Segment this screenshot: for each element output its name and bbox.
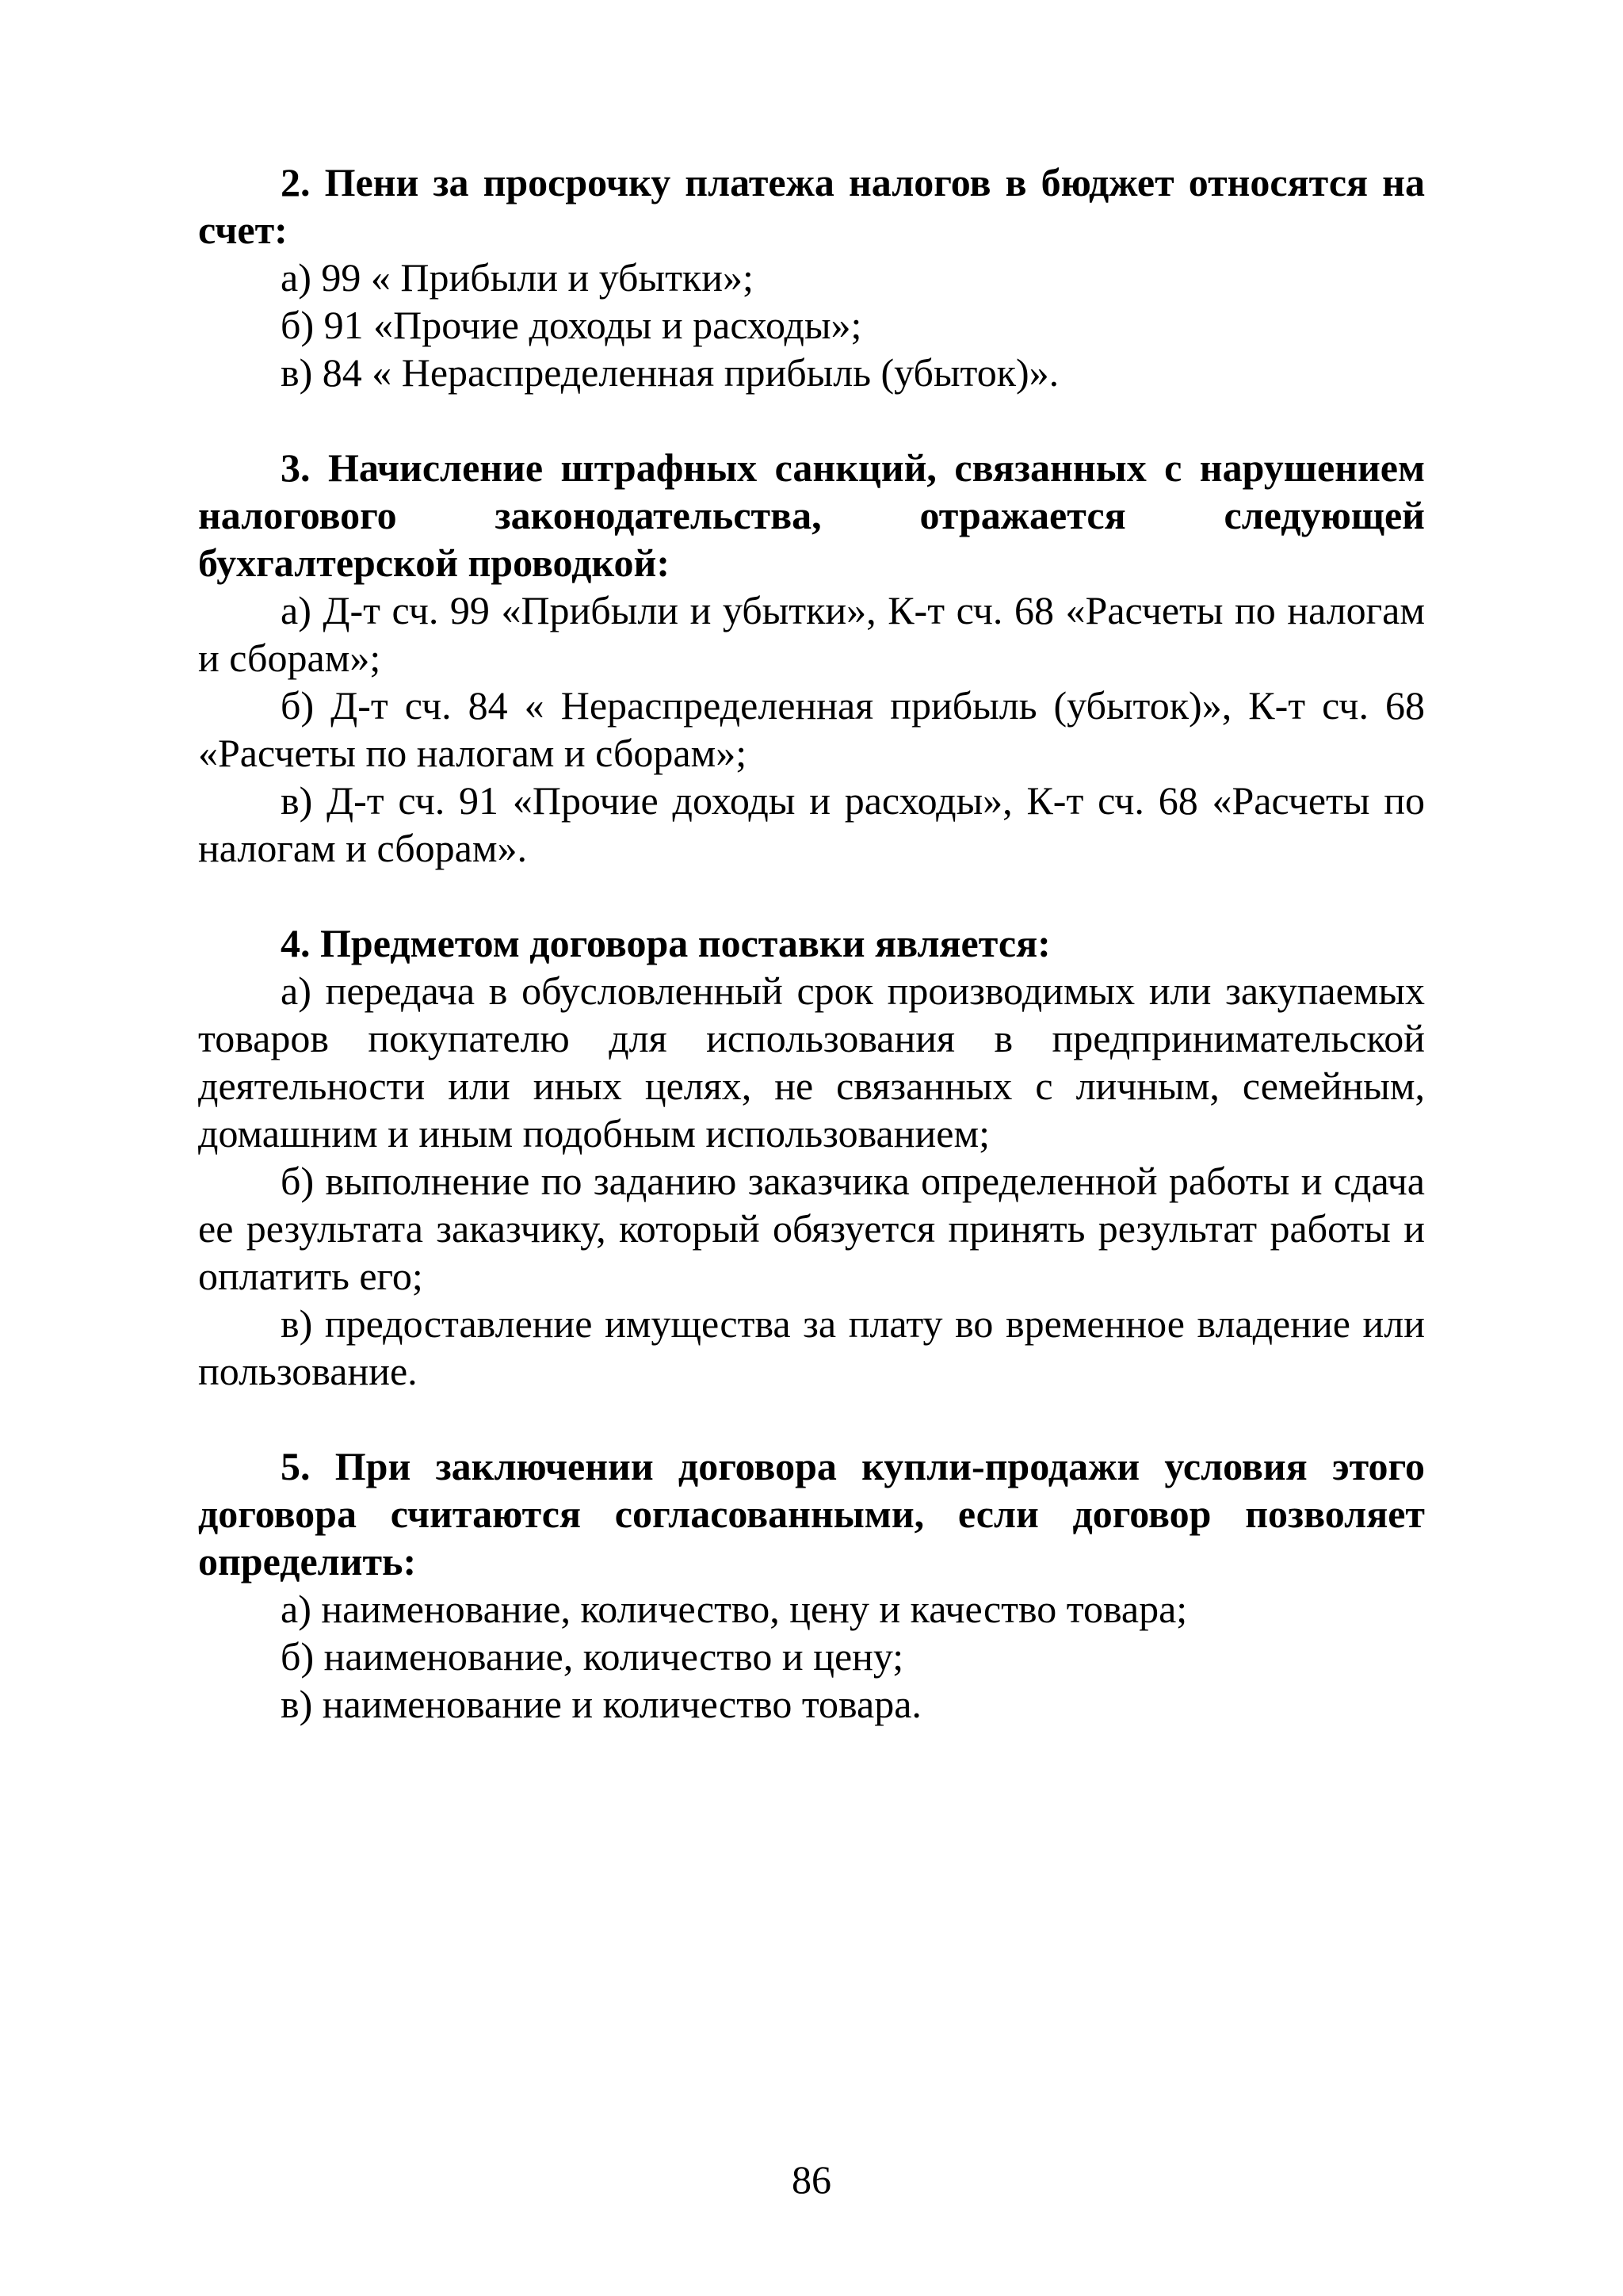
question-number: 4. (281, 921, 311, 965)
answer-option-a: а) передача в обусловленный срок производимых или закупаемых товаров покупателю для использования в предпринимательской деятельности или иных целях, не связанных с личным, семейным, домашним и иным подобным использованием; (198, 968, 1425, 1156)
answer-options (198, 1585, 1425, 1728)
question-text: При заключении договора купли-продажи условия этого договора считаются согласованными, если договор позволяет определить: (198, 1444, 1425, 1584)
question-number: 2. (281, 160, 311, 204)
question-number: 3. (281, 445, 311, 490)
answer-option-c: в) предоставление имущества за плату во временное владение или пользование. (198, 1301, 1425, 1393)
question-5 (198, 1442, 1425, 1728)
question-title (198, 919, 1425, 967)
answer-options (198, 254, 1425, 396)
question-text: Начисление штрафных санкций, связанных с нарушением налогового законодательства, отражается следующей бухгалтерской проводкой: (198, 445, 1425, 585)
answer-option-c: в) Д-т сч. 91 «Прочие доходы и расходы», К-т сч. 68 «Расчеты по налогам и сборам». (198, 778, 1425, 870)
question-text: Предметом договора поставки является: (320, 921, 1051, 965)
answer-options (198, 967, 1425, 1395)
answer-option-a: а) Д-т сч. 99 «Прибыли и убытки», К-т сч. 68 «Расчеты по налогам и сборам»; (198, 588, 1425, 680)
question-text: Пени за просрочку платежа налогов в бюджет относятся на счет: (198, 160, 1425, 252)
question-2 (198, 159, 1425, 396)
answer-option-a: а) наименование, количество, цену и качество товара; (281, 1587, 1188, 1631)
answer-option-c: в) наименование и количество товара. (281, 1682, 922, 1726)
question-4 (198, 919, 1425, 1395)
answer-options (198, 586, 1425, 872)
answer-option-b: б) выполнение по заданию заказчика определенной работы и сдача ее результата заказчику, который обязуется принять результат работы и оплатить его; (198, 1159, 1425, 1298)
answer-option-c: в) 84 « Нераспределенная прибыль (убыток)». (281, 350, 1060, 395)
question-title (198, 1442, 1425, 1585)
document-page (198, 159, 1425, 1775)
answer-option-b: б) 91 «Прочие доходы и расходы»; (281, 303, 862, 347)
question-title (198, 444, 1425, 586)
question-3 (198, 444, 1425, 872)
question-title (198, 159, 1425, 254)
answer-option-b: б) наименование, количество и цену; (281, 1634, 904, 1679)
answer-option-b: б) Д-т сч. 84 « Нераспределенная прибыль (убыток)», К-т сч. 68 «Расчеты по налогам и сборам»; (198, 683, 1425, 775)
page-number: 86 (792, 2157, 831, 2202)
question-number: 5. (281, 1444, 311, 1488)
answer-option-a: а) 99 « Прибыли и убытки»; (281, 255, 754, 300)
